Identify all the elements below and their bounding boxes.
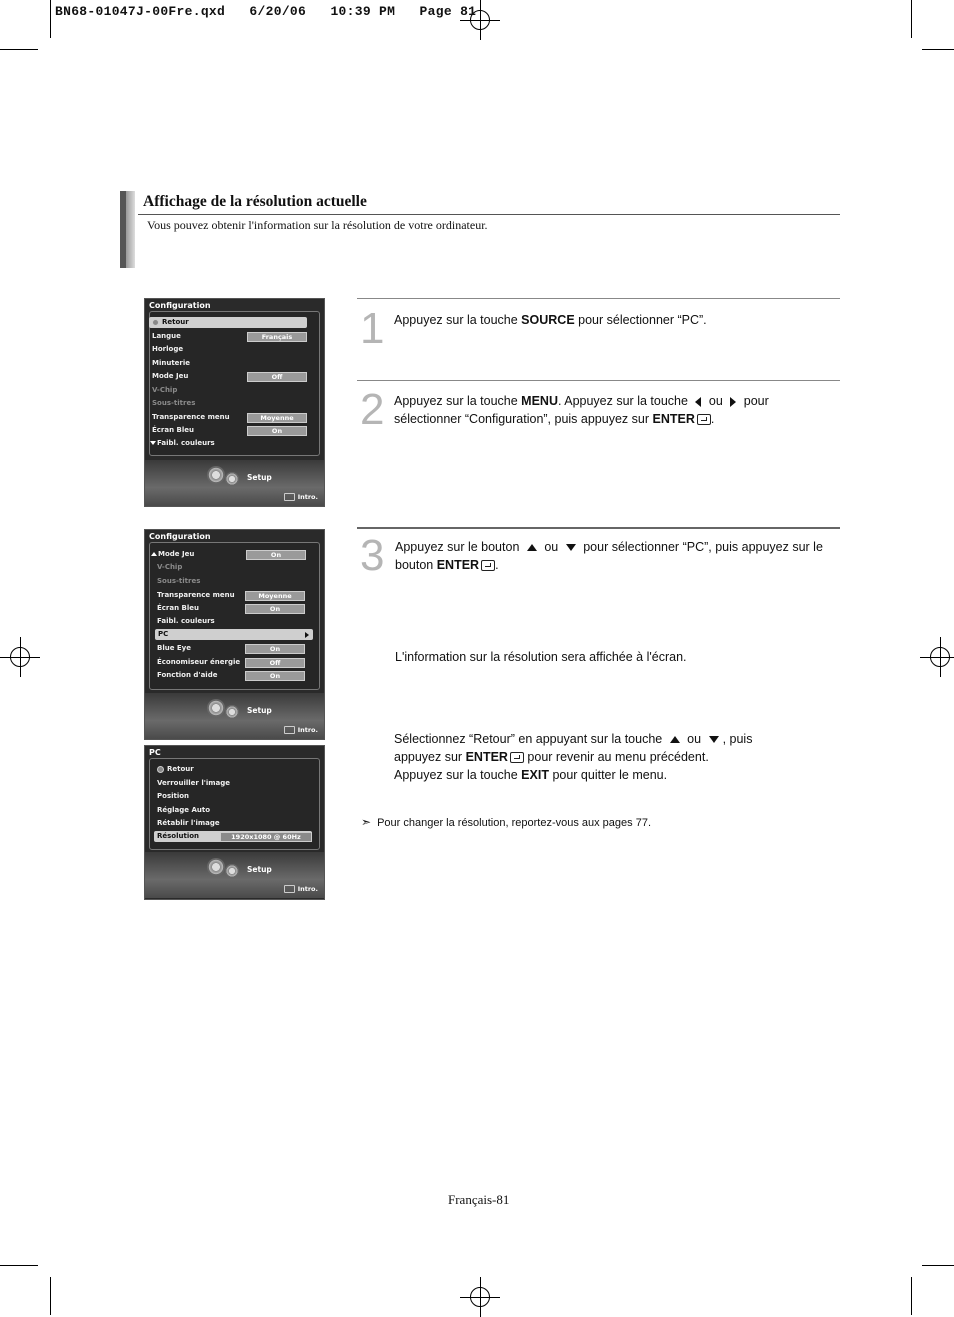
- osd-row-faibl-couleurs[interactable]: Faibl. couleurs: [157, 617, 215, 625]
- step-number-1: 1: [360, 304, 385, 353]
- return-instructions: Sélectionnez “Retour” en appuyant sur la touche ou , puis appuyez sur ENTER pour revenir au menu précédent. Appuyez sur la touche EXIT pour quitter le menu.: [394, 732, 753, 782]
- registration-mark: [0, 637, 40, 677]
- crop-mark: [0, 1265, 38, 1266]
- step-divider: [357, 527, 840, 529]
- step-3-text: Appuyez sur le bouton ou pour sélectionner “PC”, puis appuyez sur le bouton ENTER .: [395, 540, 823, 572]
- intro-label: Intro.: [284, 726, 318, 734]
- return-icon: [152, 319, 159, 326]
- chevron-right-icon: [305, 632, 309, 638]
- setup-label: Setup: [247, 473, 272, 482]
- osd-row-position[interactable]: Position: [157, 792, 190, 800]
- crop-mark: [922, 1265, 954, 1266]
- osd-row-economiseur[interactable]: Économiseur énergie Off: [157, 657, 309, 668]
- osd-row-pc[interactable]: PC: [155, 629, 313, 640]
- gear-icon: [225, 472, 239, 486]
- section-description: Vous pouvez obtenir l'information sur la résolution de votre ordinateur.: [147, 218, 488, 232]
- osd-row-fonction-aide[interactable]: Fonction d'aide On: [157, 670, 309, 681]
- osd-row-langue[interactable]: Langue Français: [152, 331, 308, 342]
- section-rule: [138, 214, 840, 215]
- osd-row-mode-jeu[interactable]: Mode Jeu On: [151, 549, 307, 560]
- crop-mark: [922, 49, 954, 50]
- enter-icon: [481, 560, 495, 571]
- enter-icon: [697, 414, 711, 425]
- setup-label: Setup: [247, 706, 272, 715]
- osd-row-faibl-couleurs[interactable]: Faibl. couleurs: [150, 438, 306, 449]
- gear-icon: [225, 705, 239, 719]
- osd-row-v-chip[interactable]: V-Chip: [152, 386, 178, 394]
- osd-row-resolution[interactable]: Résolution 1920x1080 @ 60Hz: [154, 831, 312, 842]
- section-bar-gradient: [126, 191, 135, 268]
- note-arrow-icon: ➣: [361, 815, 372, 829]
- osd-row-ecran-bleu[interactable]: Écran Bleu On: [152, 425, 308, 436]
- file-slug: BN68-01047J-00Fre.qxd 6/20/06 10:39 PM Page 81: [55, 4, 477, 19]
- gear-icon: [207, 699, 225, 717]
- step-2-text: Appuyez sur la touche MENU. Appuyez sur la touche ou pour sélectionner “Configuration”, puis appuyez sur ENTER .: [394, 394, 769, 426]
- osd-row-ecran-bleu[interactable]: Écran Bleu On: [157, 603, 309, 614]
- osd-row-horloge[interactable]: Horloge: [152, 345, 184, 353]
- right-arrow-icon: [730, 397, 736, 407]
- osd-configuration-2: [144, 529, 325, 740]
- registration-mark: [920, 637, 954, 677]
- osd-title: Configuration: [149, 532, 211, 541]
- step-number-2: 2: [360, 385, 385, 434]
- osd-row-verrouiller[interactable]: Verrouiller l'image: [157, 779, 231, 787]
- down-arrow-icon: [566, 544, 576, 551]
- intro-label: Intro.: [284, 885, 318, 893]
- up-arrow-icon: [670, 736, 680, 743]
- intro-label: Intro.: [284, 493, 318, 501]
- setup-label: Setup: [247, 865, 272, 874]
- enter-icon: [510, 752, 524, 763]
- osd-row-v-chip[interactable]: V-Chip: [157, 563, 183, 571]
- down-arrow-icon: [709, 736, 719, 743]
- osd-row-retour[interactable]: Retour: [157, 764, 313, 775]
- osd-row-sous-titres[interactable]: Sous-titres: [157, 577, 201, 585]
- up-arrow-icon: [527, 544, 537, 551]
- page-footer: Français-81: [448, 1192, 510, 1207]
- return-icon: [157, 766, 164, 773]
- osd-row-mode-jeu[interactable]: Mode Jeu Off: [152, 371, 308, 382]
- section-title: Affichage de la résolution actuelle: [143, 193, 367, 210]
- step-divider: [357, 298, 840, 299]
- osd-title: PC: [149, 748, 161, 757]
- osd-row-retablir[interactable]: Rétablir l'image: [157, 819, 220, 827]
- osd-row-sous-titres[interactable]: Sous-titres: [152, 399, 196, 407]
- osd-row-retour[interactable]: Retour: [149, 317, 307, 328]
- info-text: L'information sur la résolution sera affichée à l'écran.: [395, 650, 687, 664]
- crop-mark: [0, 49, 38, 50]
- step-1-text: Appuyez sur la touche SOURCE pour sélectionner “PC”.: [394, 313, 707, 327]
- osd-footer: [145, 460, 324, 506]
- osd-footer: [145, 693, 324, 739]
- registration-mark: [460, 1277, 500, 1317]
- gear-icon: [225, 864, 239, 878]
- crop-mark: [50, 0, 51, 38]
- gear-icon: [207, 466, 225, 484]
- note: ➣ Pour changer la résolution, reportez-vous aux pages 77.: [361, 815, 652, 829]
- osd-row-blue-eye[interactable]: Blue Eye On: [157, 643, 309, 654]
- osd-row-transparence[interactable]: Transparence menu Moyenne: [157, 590, 309, 601]
- osd-row-minuterie[interactable]: Minuterie: [152, 359, 191, 367]
- gear-icon: [207, 858, 225, 876]
- left-arrow-icon: [695, 397, 701, 407]
- crop-mark: [911, 1277, 912, 1315]
- scroll-up-icon: [151, 552, 157, 556]
- osd-title: Configuration: [149, 301, 211, 310]
- osd-configuration-1: [144, 298, 325, 507]
- step-number-3: 3: [360, 531, 385, 580]
- osd-row-transparence[interactable]: Transparence menu Moyenne: [152, 412, 308, 423]
- step-divider: [357, 380, 840, 381]
- osd-footer: [145, 852, 324, 898]
- scroll-down-icon: [150, 441, 156, 445]
- crop-mark: [911, 0, 912, 38]
- crop-mark: [50, 1277, 51, 1315]
- osd-pc: [144, 745, 325, 900]
- osd-row-reglage-auto[interactable]: Réglage Auto: [157, 806, 211, 814]
